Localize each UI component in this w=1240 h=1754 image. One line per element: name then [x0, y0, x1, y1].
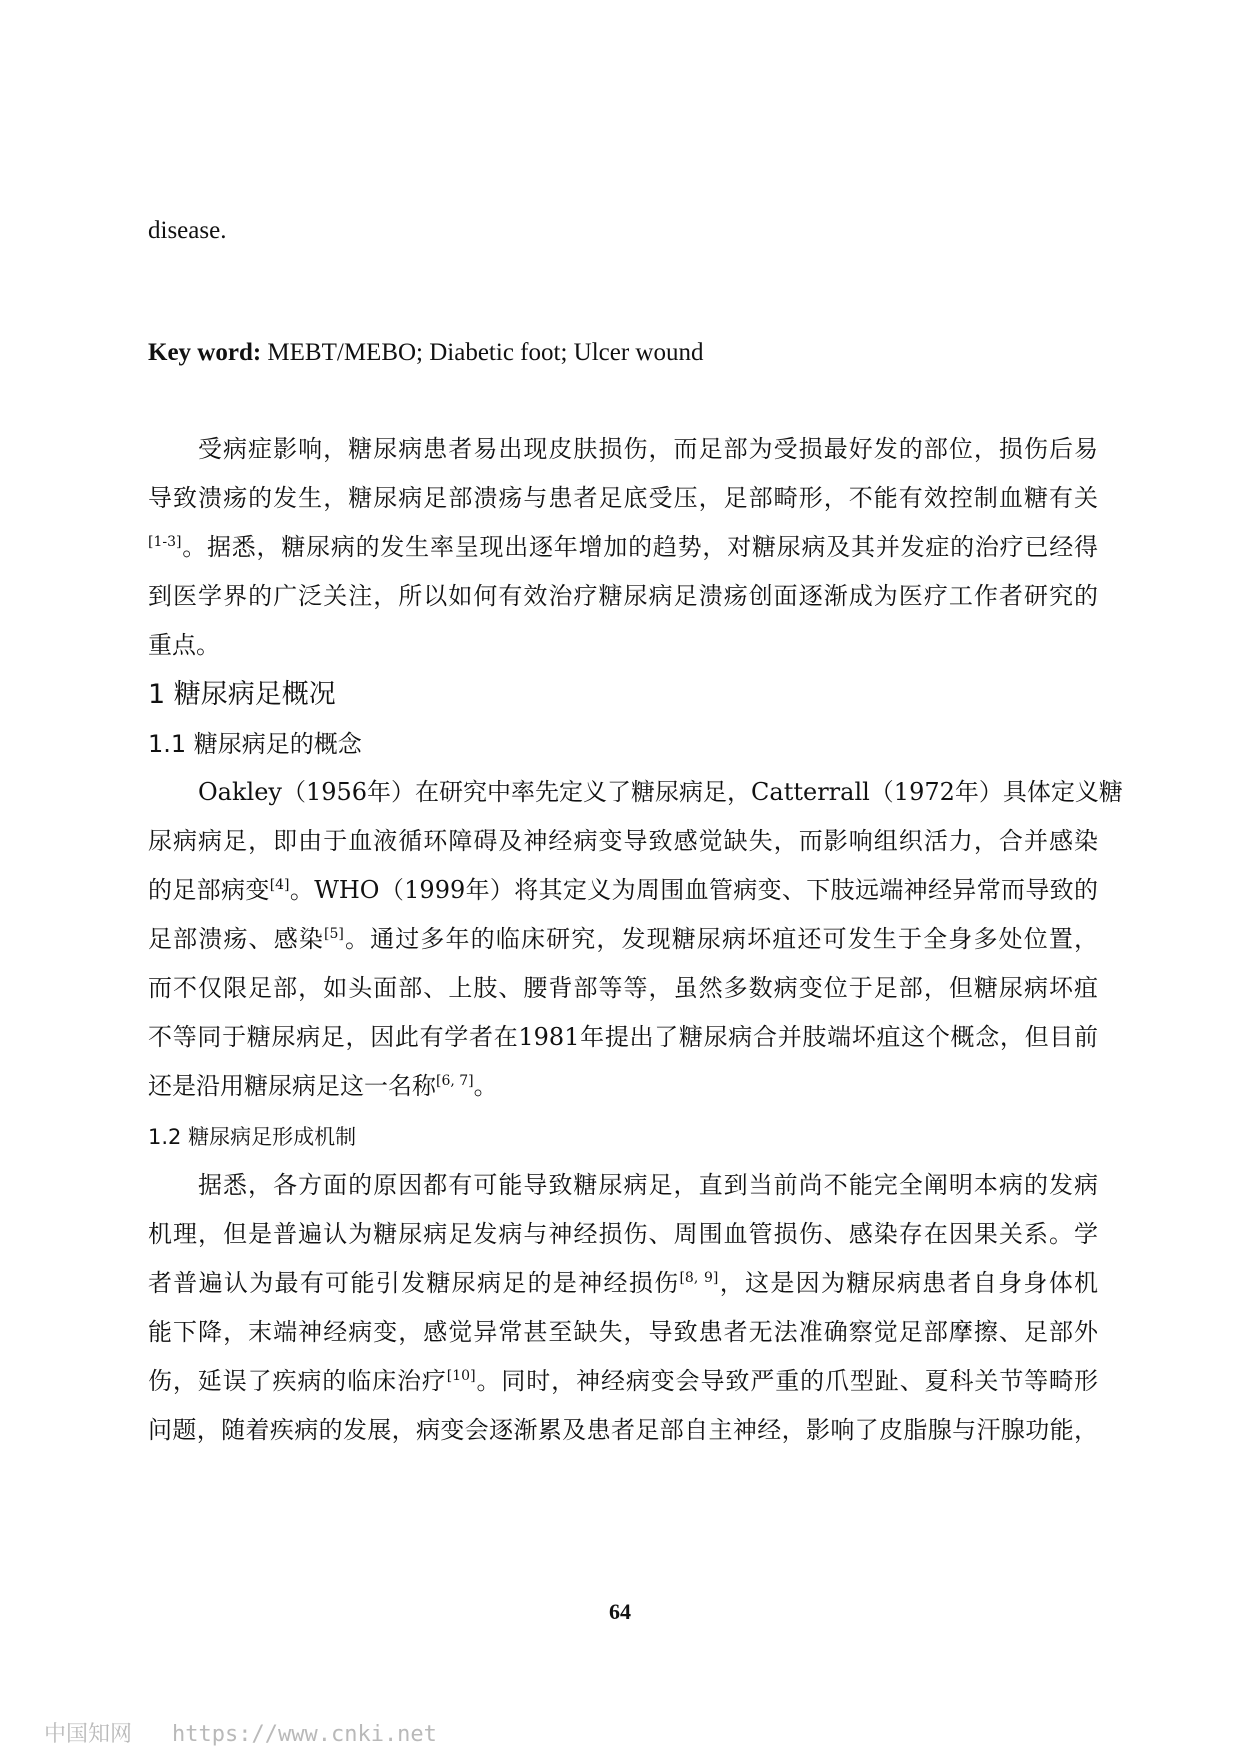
text-line: 而不仅限足部，如头面部、上肢、腰背部等等，虽然多数病变位于足部，但糖尿病坏疽 [148, 974, 1098, 1002]
text-line: [1-3]。据悉，糖尿病的发生率呈现出逐年增加的趋势，对糖尿病及其并发症的治疗已经得 [148, 533, 1098, 561]
text-line: 尿病病足，即由于血液循环障碍及神经病变导致感觉缺失，而影响组织活力，合并感染 [148, 827, 1098, 855]
citation: [1-3] [148, 534, 182, 550]
page-number: 64 [609, 1599, 631, 1624]
text-line: 的足部病变[4]。WHO（1999年）将其定义为周围血管病变、下肢远端神经异常而导致的 [148, 876, 1098, 904]
watermark-url: https://www.cnki.net [172, 1722, 437, 1747]
text-line: 不等同于糖尿病足，因此有学者在1981年提出了糖尿病合并肢端坏疽这个概念，但目前 [148, 1023, 1098, 1051]
text-line: 足部溃疡、感染[5]。通过多年的临床研究，发现糖尿病坏疽还可发生于全身多处位置， [148, 925, 1099, 953]
keywords-line [148, 336, 1098, 370]
text-line: 据悉，各方面的原因都有可能导致糖尿病足，直到当前尚不能完全阐明本病的发病 [198, 1171, 1098, 1199]
text-line: 重点。 [148, 631, 220, 659]
text-line: Oakley（1956年）在研究中率先定义了糖尿病足，Catterrall（1972年）具体定义糖 [198, 778, 1123, 806]
citation: [6, 7] [436, 1073, 474, 1089]
text-line: 伤，延误了疾病的临床治疗[10]。同时，神经病变会导致严重的爪型趾、夏科关节等畸形 [148, 1367, 1099, 1395]
text-line: 受病症影响，糖尿病患者易出现皮肤损伤，而足部为受损最好发的部位，损伤后易 [198, 435, 1098, 463]
text-line: 问题，随着疾病的发展，病变会逐渐累及患者足部自主神经，影响了皮脂腺与汗腺功能， [148, 1416, 1098, 1444]
abstract-tail: disease. [148, 217, 227, 244]
text-line: 到医学界的广泛关注，所以如何有效治疗糖尿病足溃疡创面逐渐成为医疗工作者研究的 [148, 582, 1098, 610]
keywords-label: Key word: [148, 339, 262, 366]
keywords-text: MEBT/MEBO; Diabetic foot; Ulcer wound [261, 339, 704, 366]
watermark [44, 1717, 437, 1748]
text-line: 还是沿用糖尿病足这一名称[6, 7]。 [148, 1072, 498, 1100]
subsection-heading: 1.1 糖尿病足的概念 [148, 730, 362, 758]
watermark-site: 中国知网 [44, 1722, 133, 1747]
citation: [5] [323, 926, 344, 942]
citation: [8, 9] [679, 1270, 719, 1286]
text-line: 者普遍认为最有可能引发糖尿病足的是神经损伤[8, 9]，这是因为糖尿病患者自身身体机 [148, 1269, 1099, 1297]
text-line: 机理，但是普遍认为糖尿病足发病与神经损伤、周围血管损伤、感染存在因果关系。学 [148, 1220, 1098, 1248]
subsection-heading: 1.2 糖尿病足形成机制 [148, 1125, 357, 1149]
citation: [10] [446, 1368, 476, 1384]
text-line: 导致溃疡的发生，糖尿病足部溃疡与患者足底受压，足部畸形，不能有效控制血糖有关 [148, 484, 1098, 512]
text-line: 能下降，末端神经病变，感觉异常甚至缺失，导致患者无法准确察觉足部摩擦、足部外 [148, 1318, 1098, 1346]
section-heading: 1 糖尿病足概况 [148, 679, 336, 710]
citation: [4] [269, 877, 290, 893]
